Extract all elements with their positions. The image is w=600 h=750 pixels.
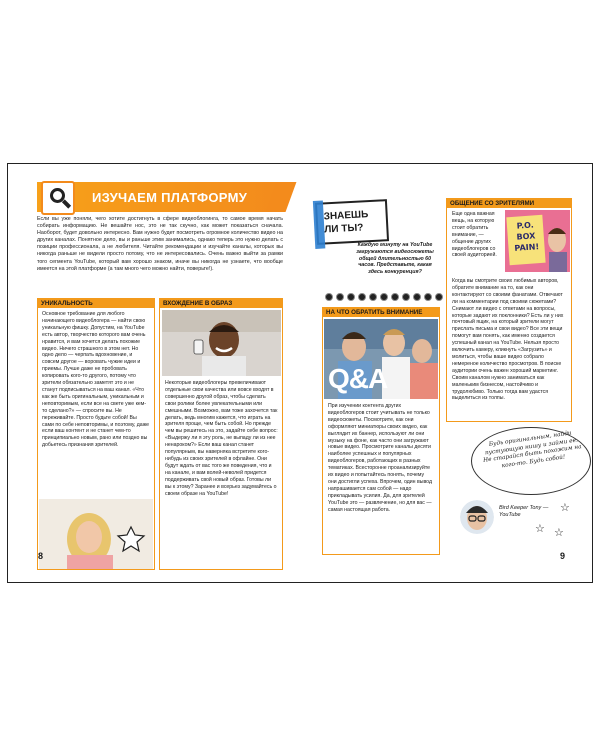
blogger-photo-ksi [162, 310, 281, 376]
star-icon: ☆ [560, 502, 570, 514]
dot-divider [325, 293, 465, 301]
blogger-photo-blonde [39, 499, 153, 569]
attention-text: При изучении контента других видеоблогеров стоит учитывать не только видеосюжеты. Посмотрите, как они оформляют миниатюры своих видео, как выглядит их баннер, используют ли они музыку на фоне, как часто они загружают новые видео. Просмотрите каналы десяти наиболее успешных и популярных видеоблогеров, работающих в разных тематиках. Всесторонне проанализируйте их видео и попытайтесь понять, почему они достигли успеха. Впрочем, один вывод напрашивается сам собой — надо прикладывать усилия. Да, для зрителей YouTube это — развлечение, но для вас — самая настоящая работа. [328, 403, 432, 513]
star-icon: ☆ [535, 523, 545, 535]
character-text: Некоторые видеоблогеры превеличивают отдельные свои качества или вовсе входят в совершенно другой образ, чтобы сделать свои ролики более увлекательными или смешными. Возможно, вам тоже захочется так делать, ведь многим кажется, что играть на зрителя проще, чем быть собой. Но прежде чем вы решитесь на это, задайте себе вопрос: «Выдержу ли я эту роль, не выпаду ли из нее ненароком?» Если ваш канал станет популярным, вы наверняка встретите кого-нибудь из своих зрителей в офлайне. Они будут ждать от вас того же поведения, что и на канале, и вам волей-неволей придется поддерживать свой новый образ. Готовы ли вы к этому? Заранее и всерьез задумайтесь о своем образе на YouTube! [165, 380, 278, 497]
quote-author: Bird Keeper Tony — YouTube [499, 505, 549, 518]
quiz-badge-line1: ЗНАЕШЬ [323, 209, 369, 223]
communication-text-top: Еще одна важная вещь, на которую стоит обратить внимание, — общение других видеоблогеров со своей аудиторией. [452, 211, 497, 259]
po-box-photo [505, 210, 570, 272]
book-spread [7, 163, 593, 583]
intro-paragraph: Если вы уже поняли, чего хотите достигнуть в сфере видеоблогинга, то самое время начать собирать информацию. Не вешайте нос, это не так скучно, как может показаться сначала. Наоборот, будет довольно интересно. Вам нужно будет посмотреть огромное количество видео на других каналах. Понятное дело, вы и раньше этим занимались, однако теперь это нужно делать с позиции профессионала, а не любителя. Читайте рекомендации и изучайте каналы, которых вы никогда раньше не видели просто потому, что не интересовались. Очень важно выйти за рамки того сегмента YouTube, который вам хорошо знаком, иначе вы никогда не узнаете, что вообще имеется на этой платформе (а там много чего можно найти, поверьте!). [37, 216, 283, 272]
quote-text: Будь оригинальным, найди пустующую нишу и займи ее. Не старайся быть похожим на кого-то. Будь собой! [482, 430, 583, 469]
star-icon: ☆ [554, 527, 564, 539]
page-number-right: 9 [560, 551, 566, 561]
character-title: ВХОЖДЕНИЕ В ОБРАЗ [160, 299, 282, 308]
magnifier-icon [41, 181, 75, 215]
quiz-badge-line2: ЛИ ТЫ? [324, 222, 364, 236]
quiz-fact: Каждую минуту на YouTube загружаются видеосюжеты общей длительностью 60 часов. Представьте, какая здесь конкуренция? [356, 242, 434, 276]
uniqueness-title: УНИКАЛЬНОСТЬ [38, 299, 154, 308]
section-title: ИЗУЧАЕМ ПЛАТФОРМУ [92, 190, 248, 205]
qa-photo-label: Q&A [328, 363, 388, 394]
communication-title: ОБЩЕНИЕ СО ЗРИТЕЛЯМИ [447, 199, 571, 208]
uniqueness-text: Основное требование для любого начинающего видеоблогера — найти свою уникальную фишку. Допустим, на YouTube есть автор, творчество которого вам очень нравится, и вам хочется делать похожие видео. Ничего страшного в этом нет. Но одно дело — черпать вдохновение, и совсем другое — воровать чужие идеи и приемы. Лучше даже не пробовать копировать кого-то другого, потому что зрители обязательно заметят это и не станут подписываться на ваш канал. «Что как же быть оригинальным, уникальным и неповторимым, если все на свете уже кем-то сделано?» — спросите вы. Не переживайте. Просто будьте собой! Вы сами по себе неповторимы, и поэтому, даже если ваш контент и не станет чем-то принципиально новым, рано или поздно вы добьетесь признания зрителей. [42, 311, 150, 449]
po-box-sign: P.O. BOX PAIN! [514, 220, 540, 253]
communication-text: Когда вы смотрите своих любимых авторов, обратите внимание на то, как они контактируют со своими фанатами. Отвечают ли на комментарии под своими сюжетами? Снимают ли видео с ответами на вопросы, которые задают их поклонники? Есть ли у них почтовый ящик, на который зрители могут прислать письма и свои видео? Все эти вещи помогут вам понять, как именно создается успешный канал на YouTube. Нельзя просто включить камеру, кликнуть «Загрузить» и молиться, чтобы ваше видео собрало немереное количество просмотров. В поиске аудитории очень важен хороший маркетинг. Своим каналом нужно заниматься как маленьким бизнесом, настойчиво и трудолюбиво. Только тогда вам удастся выделиться из толпы. [452, 278, 564, 402]
qa-photo [324, 319, 438, 399]
avatar-tony [460, 500, 494, 534]
attention-title: НА ЧТО ОБРАТИТЬ ВНИМАНИЕ [323, 308, 439, 317]
page-number-left: 8 [38, 551, 44, 561]
